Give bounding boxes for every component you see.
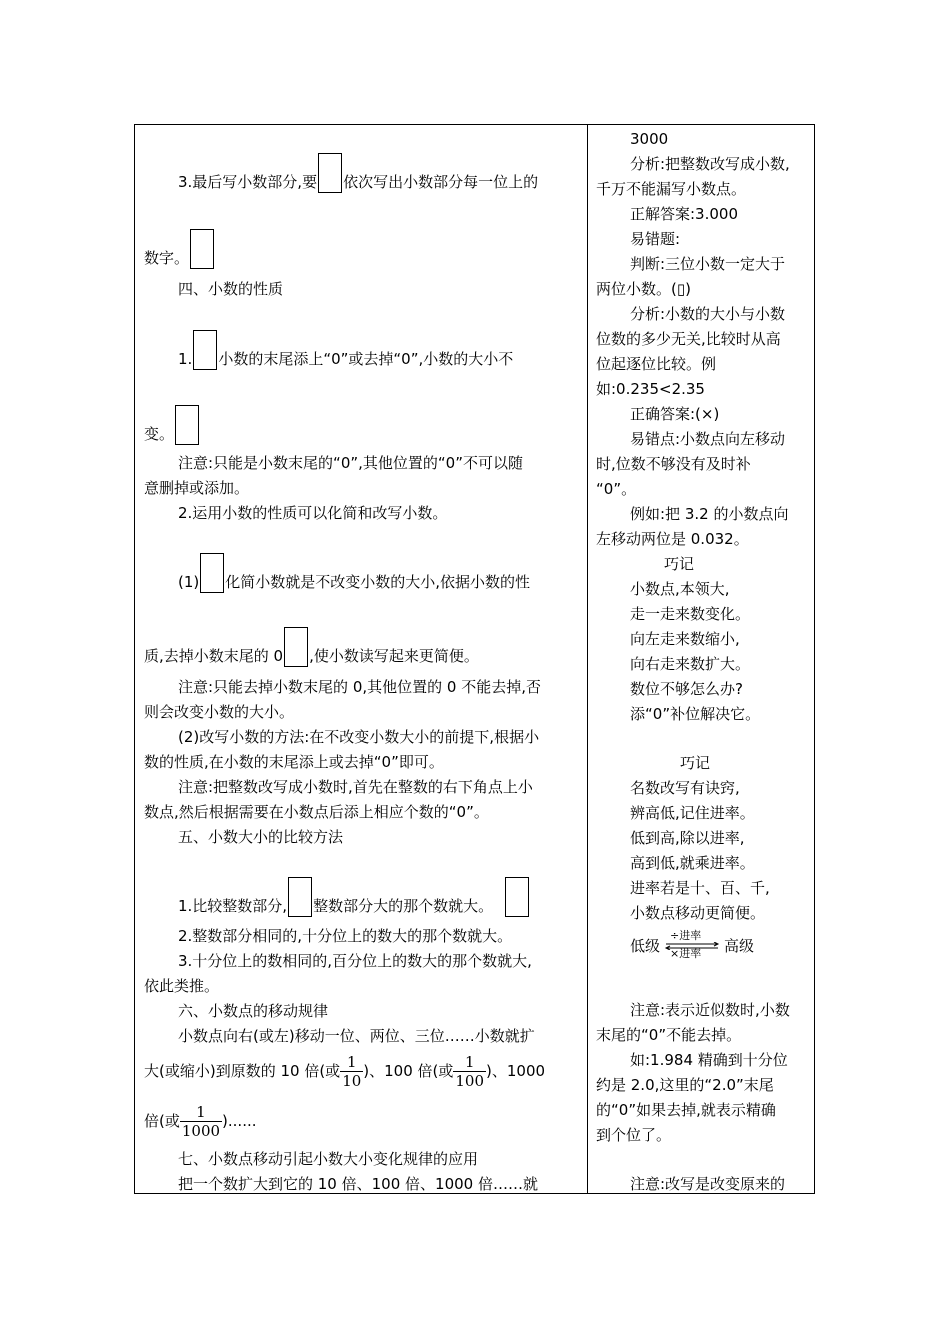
sidebar-line: 位数的多少无关,比较时从高	[596, 330, 781, 348]
mnemonic-title: 巧记	[664, 555, 695, 573]
section-heading: 六、小数点的移动规律	[178, 1002, 329, 1020]
mnemonic-line: 小数点,本领大,	[630, 580, 730, 598]
sidebar-line: 分析:把整数改写成小数,	[630, 155, 790, 173]
blank-box[interactable]	[505, 877, 529, 917]
left-column	[144, 125, 580, 1193]
mnemonic-line: 辨高低,记住进率。	[630, 804, 755, 822]
text-line: 倍(或 $\frac{1}{1000}$ )......	[144, 1103, 257, 1140]
text-line: 大(或缩小)到原数的 10 倍(或 $\frac{1}{10}$ )、100 倍(或 $\frac{1}{100}$ )、1000	[144, 1053, 546, 1090]
blank-box[interactable]	[193, 330, 217, 370]
text-line: 2.运用小数的性质可以化简和改写小数。	[178, 504, 448, 522]
sidebar-line: 如:1.984 精确到十分位	[630, 1051, 788, 1069]
sidebar-line: 末尾的“0”不能去掉。	[596, 1026, 742, 1044]
text-line: 注意:只能去掉小数末尾的 0,其他位置的 0 不能去掉,否	[178, 678, 541, 696]
sidebar-line: 位起逐位比较。例	[596, 355, 717, 373]
sidebar-line: 左移动两位是 0.032。	[596, 530, 749, 548]
fraction: $\frac{1}{100}$	[455, 1053, 485, 1090]
text-line: 意删掉或添加。	[144, 479, 250, 497]
text-line: (2)改写小数的方法:在不改变小数大小的前提下,根据小	[178, 728, 540, 746]
conversion-diagram: 低级 ÷进率 ×进率 高级	[630, 928, 755, 960]
sidebar-line: 易错点:小数点向左移动	[630, 430, 786, 448]
sidebar-line: 的“0”如果去掉,就表示精确	[596, 1101, 776, 1119]
text-line: 注意:把整数改写成小数时,首先在整数的右下角点上小	[178, 778, 533, 796]
sidebar-line: 注意:表示近似数时,小数	[630, 1001, 790, 1019]
blank-box[interactable]	[175, 405, 199, 445]
mnemonic-line: 高到低,就乘进率。	[630, 854, 755, 872]
text-line: 把一个数扩大到它的 10 倍、100 倍、1000 倍……就	[178, 1175, 538, 1193]
sidebar-line: “0”。	[596, 480, 637, 498]
text-line: 则会改变小数的大小。	[144, 703, 295, 721]
sidebar-line: 注意:改写是改变原来的	[630, 1175, 786, 1193]
text-line: (1) 化简小数就是不改变小数的大小,依据小数的性	[178, 553, 530, 593]
mnemonic-line: 走一走来数变化。	[630, 605, 751, 623]
sidebar-line: 判断:三位小数一定大于	[630, 255, 786, 273]
sidebar-line: 如:0.235<2.35	[596, 380, 705, 398]
section-heading: 七、小数点移动引起小数大小变化规律的应用	[178, 1150, 479, 1168]
sidebar-line: 例如:把 3.2 的小数点向	[630, 505, 789, 523]
mnemonic-line: 低到高,除以进率,	[630, 829, 745, 847]
sidebar-line: 分析:小数的大小与小数	[630, 305, 786, 323]
column-divider	[587, 125, 588, 1193]
sidebar-line: 易错题:	[630, 230, 681, 248]
blank-box[interactable]	[288, 877, 312, 917]
text-line: 注意:只能是小数末尾的“0”,其他位置的“0”不可以随	[178, 454, 523, 472]
blank-box[interactable]	[190, 229, 214, 269]
fraction: $\frac{1}{10}$	[342, 1053, 362, 1090]
sidebar-line: 到个位了。	[596, 1126, 672, 1144]
text-line: 3.十分位上的数相同的,百分位上的数大的那个数就大,	[178, 952, 532, 970]
text-line: 变。	[144, 405, 200, 445]
text-line: 1. 小数的末尾添上“0”或去掉“0”,小数的大小不	[178, 330, 513, 370]
content-table	[134, 124, 815, 1194]
text-line: 数的性质,在小数的末尾添上或去掉“0”即可。	[144, 753, 444, 771]
mnemonic-line: 向左走来数缩小,	[630, 630, 740, 648]
sidebar-line: 千万不能漏写小数点。	[596, 180, 747, 198]
sidebar-line: 时,位数不够没有及时补	[596, 455, 751, 473]
right-column	[596, 125, 811, 1193]
text-line: 数字。	[144, 229, 215, 269]
section-heading: 四、小数的性质	[178, 280, 284, 298]
text-line: 依此类推。	[144, 977, 220, 995]
sidebar-line: 正确答案:(×)	[630, 405, 720, 423]
double-arrow-icon: ÷进率 ×进率	[664, 932, 720, 962]
blank-box[interactable]	[200, 553, 224, 593]
blank-box[interactable]	[284, 627, 308, 667]
section-heading: 五、小数大小的比较方法	[178, 828, 344, 846]
mnemonic-line: 进率若是十、百、千,	[630, 879, 770, 897]
mnemonic-line: 小数点移动更简便。	[630, 904, 766, 922]
text-line: 3.最后写小数部分,要 依次写出小数部分每一位上的	[178, 153, 538, 193]
text-line: 2.整数部分相同的,十分位上的数大的那个数就大。	[178, 927, 513, 945]
sidebar-line: 3000	[630, 130, 669, 148]
mnemonic-line: 名数改写有诀窍,	[630, 779, 740, 797]
sidebar-line: 两位小数。(▯)	[596, 280, 691, 298]
sidebar-line: 约是 2.0,这里的“2.0”末尾	[596, 1076, 774, 1094]
text-line: 质,去掉小数末尾的 0 ,使小数读写起来更简便。	[144, 627, 479, 667]
mnemonic-line: 向右走来数扩大。	[630, 655, 751, 673]
fraction: $\frac{1}{1000}$	[181, 1103, 221, 1140]
blank-box[interactable]	[318, 153, 342, 193]
text-line: 数点,然后根据需要在小数点后添上相应个数的“0”。	[144, 803, 489, 821]
text-line: 小数点向右(或左)移动一位、两位、三位……小数就扩	[178, 1027, 535, 1045]
mnemonic-line: 数位不够怎么办?	[630, 680, 743, 698]
text-line: 1.比较整数部分, 整数部分大的那个数就大。	[178, 877, 530, 917]
mnemonic-title: 巧记	[680, 754, 711, 772]
sidebar-line: 正解答案:3.000	[630, 205, 738, 223]
mnemonic-line: 添“0”补位解决它。	[630, 705, 761, 723]
